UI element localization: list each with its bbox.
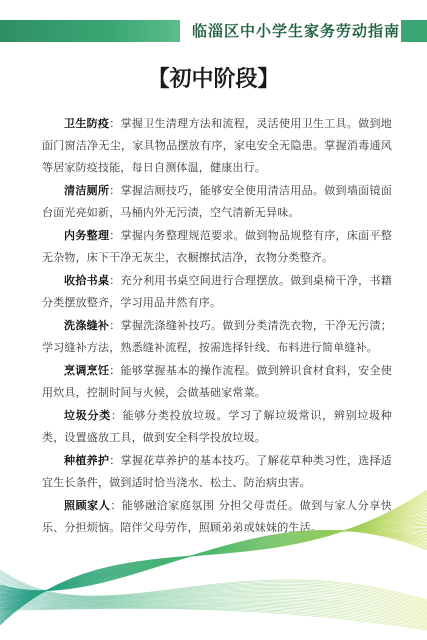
- item-label: 内务整理: [64, 229, 110, 242]
- wave-line: [0, 587, 427, 613]
- wave-line: [0, 570, 427, 600]
- item-label: 卫生防疫: [64, 117, 110, 130]
- wave-line: [0, 582, 427, 609]
- wave-line: [0, 588, 427, 613]
- guide-item: [42, 225, 392, 269]
- wave-line: [0, 585, 427, 611]
- item-text: ：掌握内务整理规范要求。做到物品规整有序，床面平整无杂物，床下干净无灰尘，衣橱擦拭洁净，衣物分类整齐。: [42, 229, 392, 264]
- item-label: 种植养护: [64, 454, 110, 467]
- wave-line: [0, 608, 427, 630]
- wave-line: [0, 603, 427, 625]
- wave-line: [0, 600, 427, 623]
- wave-line: [0, 605, 427, 626]
- item-text: ：充分利用书桌空间进行合理摆放。做到桌椅干净，书籍分类摆放整齐，学习用品井然有序。: [42, 274, 392, 309]
- header-banner: [0, 20, 427, 42]
- page-title: 临淄区中小学生家务劳动指南: [192, 22, 401, 40]
- wave-line: [0, 583, 427, 610]
- item-text: ：掌握卫生清理方法和流程，灵活使用卫生工具。做到地面门窗洁净无尘，家具物品摆放有序，家电安全无隐患。掌握消毒通风等居家防疫技能，每日自测体温，健康出行。: [42, 117, 392, 174]
- wave-line: [0, 607, 427, 628]
- guide-item: [42, 270, 392, 314]
- guide-item: [42, 360, 392, 404]
- wave-line: [0, 597, 427, 620]
- guide-content: [42, 113, 392, 540]
- item-text: ：掌握洁厕技巧，能够安全使用清洁用品。做到墙面镜面台面光亮如新，马桶内外无污渍，空气清新无异味。: [42, 184, 392, 219]
- header-green-bar: [0, 20, 180, 42]
- item-text: ：掌握花草养护的基本技巧。了解花草种类习性，选择适宜生长条件，做到适时恰当浇水、松土、防治病虫害。: [42, 454, 392, 489]
- wave-line: [0, 593, 427, 617]
- guide-item: [42, 315, 392, 359]
- header-green-block: [401, 20, 427, 42]
- wave-line: [0, 608, 427, 629]
- item-label: 清洁厕所: [64, 184, 110, 197]
- item-label: 垃圾分类: [64, 409, 111, 422]
- wave-line: [0, 598, 427, 621]
- item-label: 洗涤缝补: [64, 319, 110, 332]
- item-label: 照顾家人: [64, 499, 111, 512]
- wave-line: [0, 577, 427, 605]
- wave-line: [0, 592, 427, 617]
- wave-line: [0, 575, 427, 604]
- wave-line: [0, 572, 427, 602]
- wave-line: [0, 602, 427, 624]
- wave-line: [0, 573, 427, 602]
- wave-line: [0, 580, 427, 608]
- wave-line: [0, 595, 427, 619]
- wave-line: [0, 590, 427, 615]
- item-label: 收拾书桌: [64, 274, 110, 287]
- item-label: 烹调烹饪: [64, 364, 110, 377]
- item-text: ：能够掌握基本的操作流程。做到辨识食材食料，安全使用炊具，控制时间与火候，会做基础家常菜。: [42, 364, 392, 399]
- item-text: ：掌握洗涤缝补技巧。做到分类清洗衣物，干净无污渍；学习缝补方法，熟悉缝补流程，按需选择针线、布料进行简单缝补。: [42, 319, 392, 354]
- item-text: ：能够分类投放垃圾。学习了解垃圾常识，辨别垃圾种类，设置盛放工具，做到安全科学投放垃圾。: [42, 409, 392, 444]
- wave-line: [0, 578, 427, 606]
- guide-item: [42, 113, 392, 179]
- item-text: ：能够融洽家庭氛围 分担父母责任。做到与家人分享快乐、分担烦恼。陪伴父母劳作，照顾弟弟或妹妹的生活。: [42, 499, 392, 534]
- guide-item: [42, 180, 392, 224]
- guide-item: [42, 405, 392, 449]
- guide-item: [42, 495, 392, 539]
- guide-item: [42, 450, 392, 494]
- stage-title: 【初中阶段】: [147, 67, 280, 92]
